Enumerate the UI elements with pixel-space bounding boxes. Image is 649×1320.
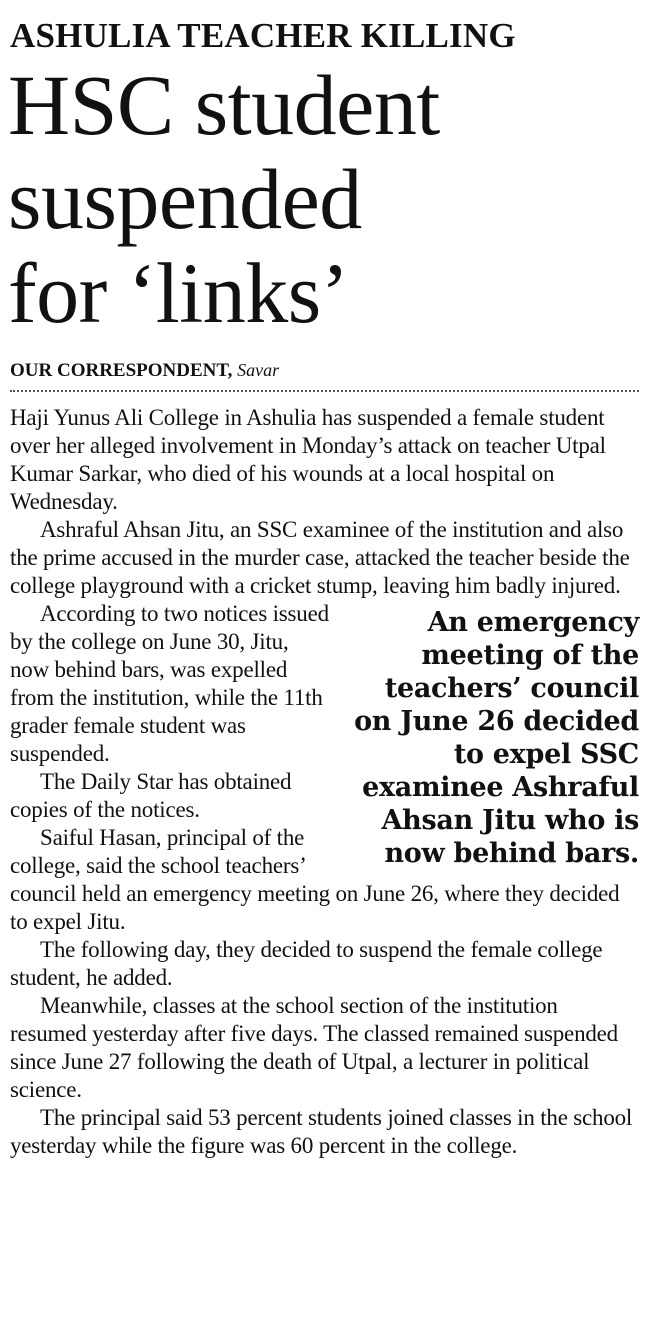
- headline-line-2: suspended: [8, 151, 362, 247]
- paragraph-6: The following day, they decided to suspend the female college student, he added.: [10, 937, 603, 990]
- article: [10, 14, 639, 1160]
- paragraph-3: According to two notices issued by the college on June 30, Jitu, now behind bars, was expelled from the institution, while the 11th grader female student was suspended.: [10, 601, 329, 766]
- byline: [10, 358, 639, 383]
- byline-correspondent: OUR CORRESPONDENT,: [10, 360, 233, 381]
- article-body: [10, 404, 639, 1160]
- kicker: ASHULIA TEACHER KILLING: [10, 16, 516, 55]
- paragraph-4: The Daily Star has obtained copies of the notices.: [10, 769, 292, 822]
- pull-quote: An emergency meeting of the teachers’ council on June 26 decided to expel SSC examinee Ashraful Ahsan Jitu who is now behind bars.: [354, 607, 639, 869]
- paragraph-7: Meanwhile, classes at the school section of the institution resumed yesterday after five days. The classed remained suspended since June 27 following the death of Utpal, a lecturer in political science.: [10, 993, 618, 1102]
- paragraph-2: Ashraful Ahsan Jitu, an SSC examinee of the institution and also the prime accused in the murder case, attacked the teacher beside the college playground with a cricket stump, leaving him badly injured.: [10, 517, 630, 598]
- paragraph-8: The principal said 53 percent students joined classes in the school yesterday while the figure was 60 percent in the college.: [10, 1105, 633, 1158]
- paragraph-5: Saiful Hasan, principal of the college, said the school teachers’ council held an emergency meeting on June 26, where they decided to expel Jitu.: [10, 825, 620, 934]
- headline-line-3: for ‘links’: [8, 245, 349, 341]
- paragraph-1: Haji Yunus Ali College in Ashulia has suspended a female student over her alleged involvement in Monday’s attack on teacher Utpal Kumar Sarkar, who died of his wounds at a local hospital on Wednesday.: [10, 405, 606, 514]
- headline-line-1: HSC student: [8, 57, 440, 153]
- dotted-divider: [10, 390, 639, 392]
- headline: [8, 58, 639, 340]
- byline-location: Savar: [237, 360, 280, 380]
